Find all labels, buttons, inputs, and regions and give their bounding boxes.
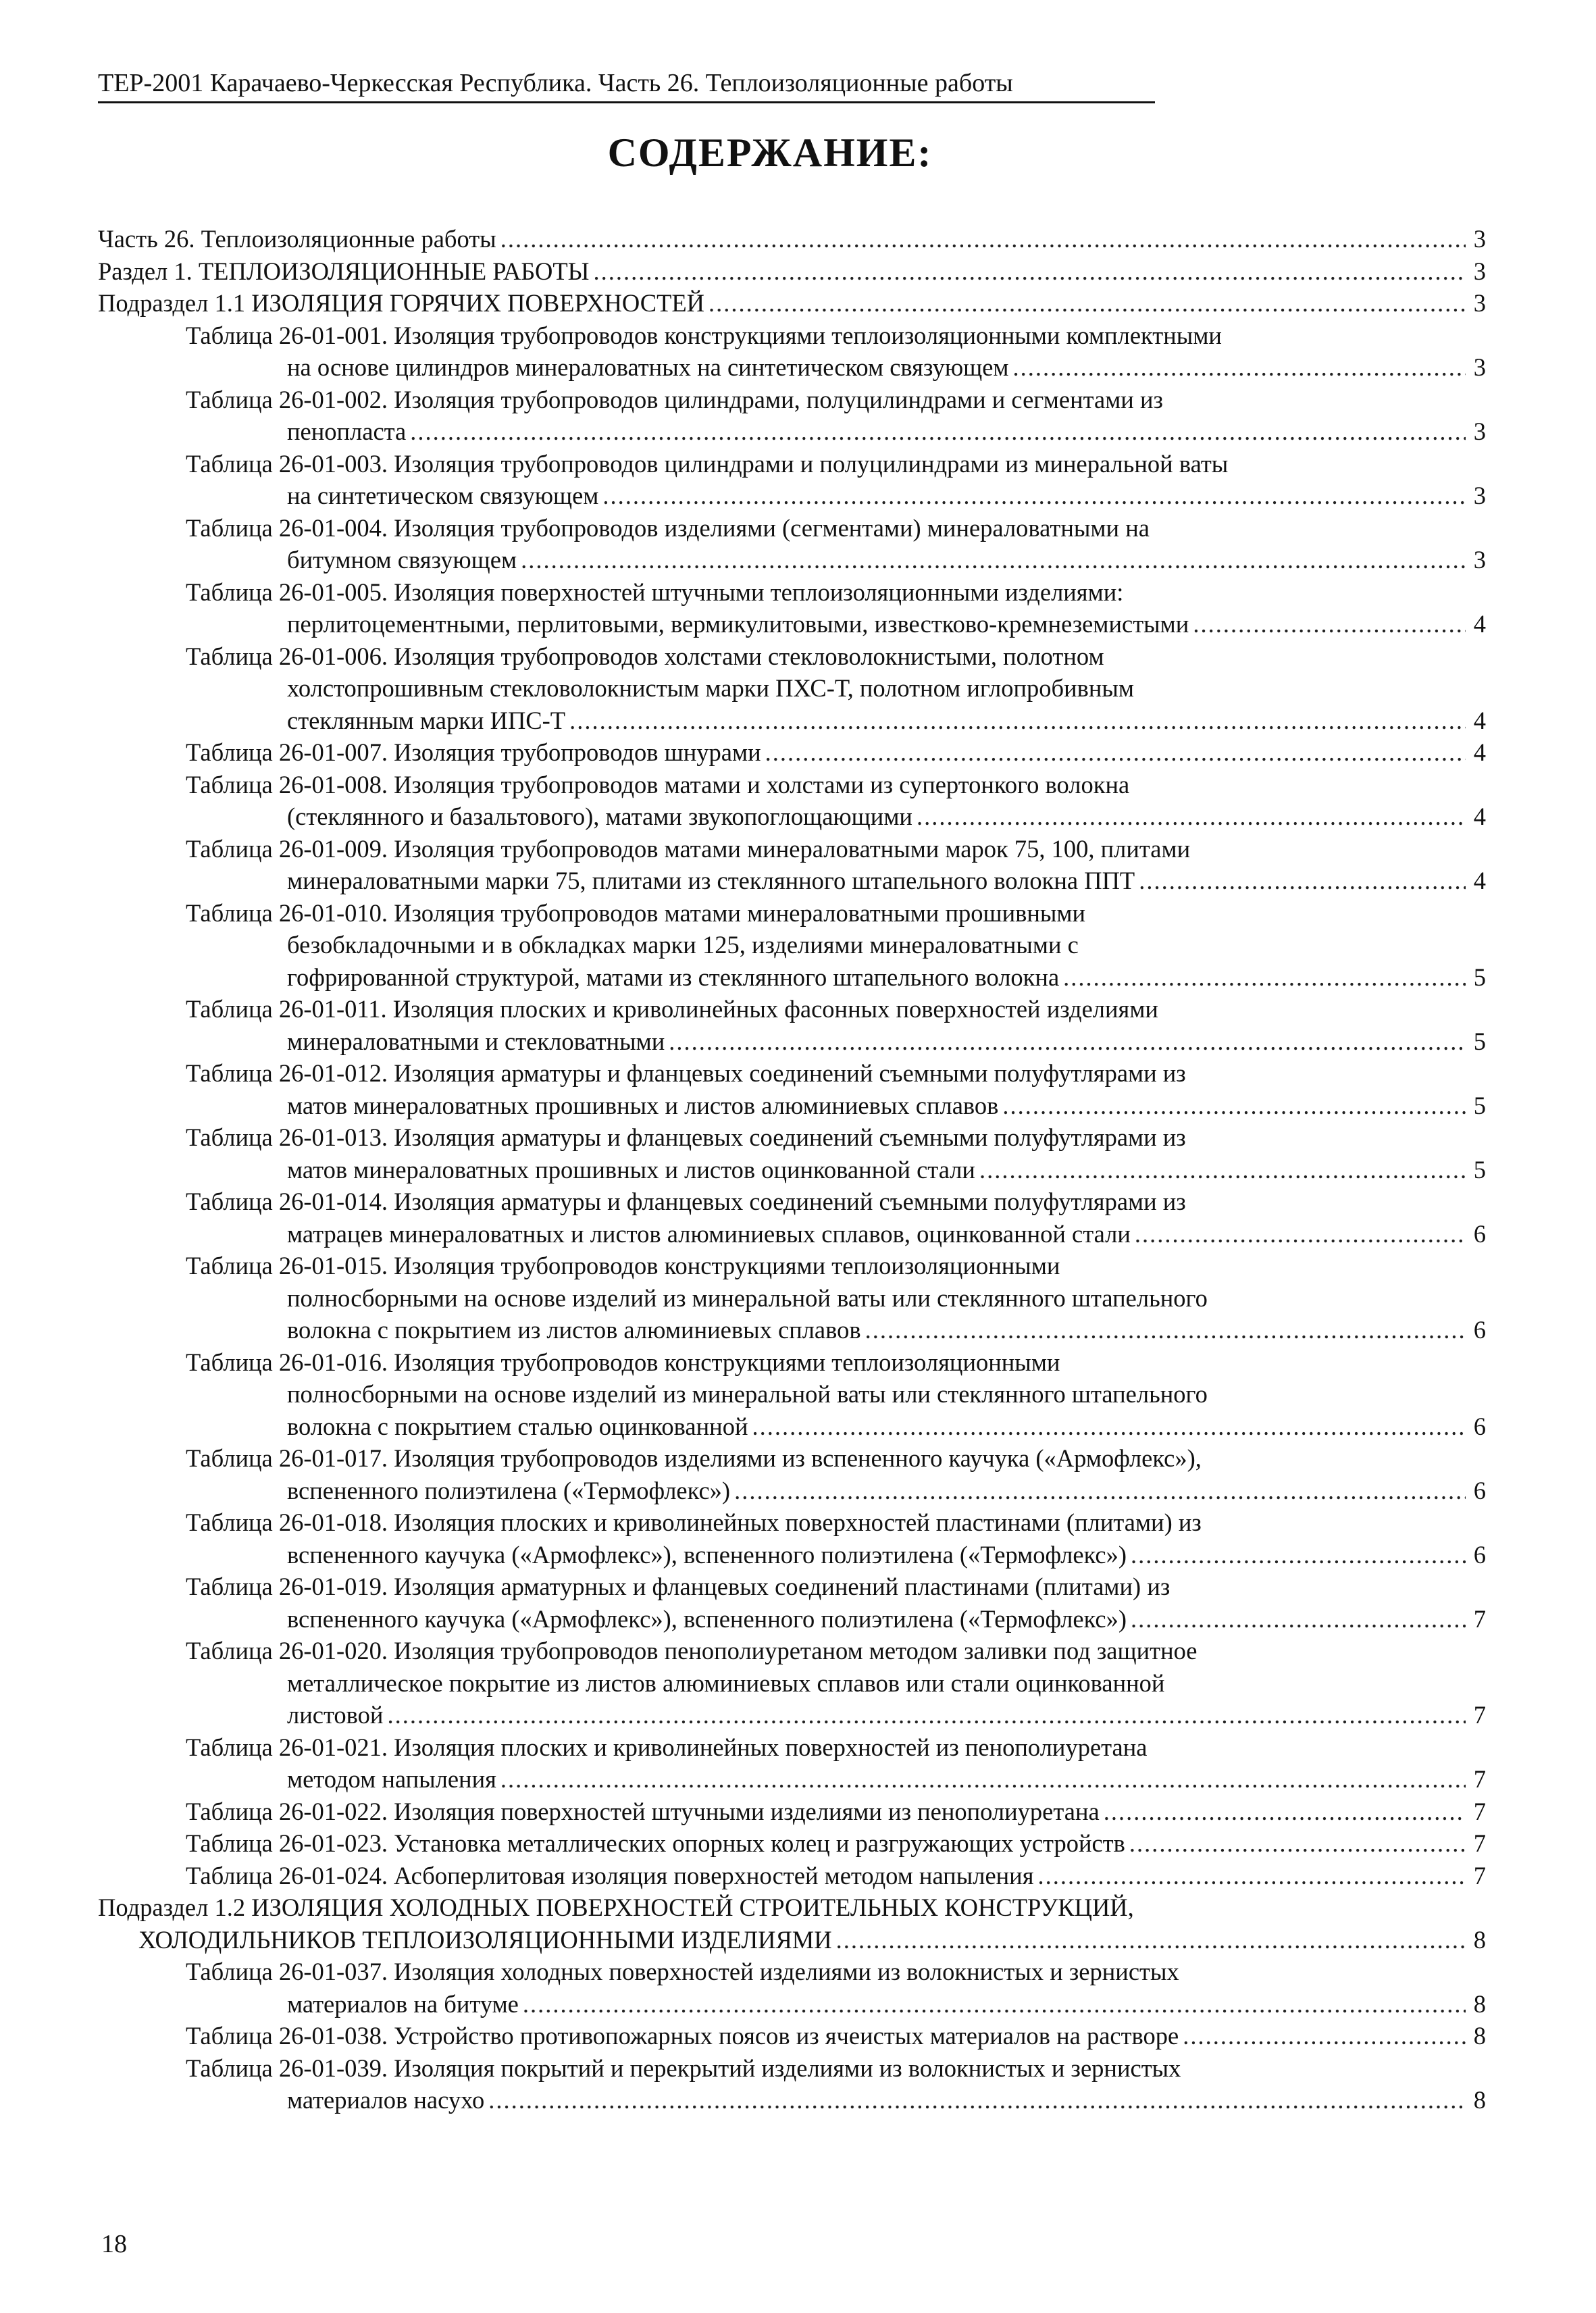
leader-dots — [917, 800, 1466, 833]
toc-entry-text: Таблица 26-01-001. Изоляция трубопроводов конструкциями теплоизоляционными комплектными — [186, 321, 1222, 349]
toc-entry[interactable] — [98, 2052, 1486, 2116]
toc-entry[interactable] — [98, 512, 1486, 576]
toc-entry-text: вспененного каучука («Армофлекс»), вспененного полиэтилена («Термофлекс») — [287, 1540, 1127, 1569]
toc-entry-text: полносборными на основе изделий из минеральной ваты или стеклянного штапельного — [287, 1283, 1208, 1312]
leader-dots — [488, 2084, 1466, 2116]
toc-entry-text: вспененного каучука («Армофлекс»), вспененного полиэтилена («Термофлекс») — [287, 1604, 1127, 1633]
leader-dots — [1013, 351, 1466, 384]
toc-entry-text: Таблица 26-01-003. Изоляция трубопроводов цилиндрами и полуцилиндрами из минеральной ваты — [186, 449, 1229, 478]
leader-dots — [410, 415, 1466, 448]
leader-dots — [709, 287, 1466, 320]
leader-dots — [1193, 608, 1466, 640]
toc-entry-text: металлическое покрытие из листов алюминиевых сплавов или стали оцинкованной — [287, 1669, 1165, 1697]
toc-page-number: 4 — [1473, 706, 1486, 734]
table-of-contents — [98, 223, 1486, 2116]
leader-dots — [752, 1410, 1466, 1443]
toc-entry-text: волокна с покрытием сталью оцинкованной — [287, 1412, 748, 1440]
toc-entry-text: волокна с покрытием из листов алюминиевых сплавов — [287, 1316, 861, 1344]
toc-entry-text: на синтетическом связующем — [287, 482, 599, 509]
toc-page-number: 3 — [1473, 225, 1486, 253]
page-title: СОДЕРЖАНИЕ: — [607, 130, 933, 175]
toc-entry-text: Таблица 26-01-014. Изоляция арматуры и фланцевых соединений съемными полуфутлярами из — [186, 1188, 1186, 1215]
toc-page-number: 4 — [1473, 803, 1486, 830]
leader-dots — [1139, 865, 1466, 897]
toc-entry-text: Таблица 26-01-005. Изоляция поверхностей штучными теплоизоляционными изделиями: — [186, 578, 1124, 606]
toc-entry-text: материалов насухо — [287, 2086, 485, 2114]
toc-entry-text: ХОЛОДИЛЬНИКОВ ТЕПЛОИЗОЛЯЦИОННЫМИ ИЗДЕЛИЯМИ — [138, 1925, 832, 1954]
toc-entry[interactable] — [98, 833, 1486, 897]
toc-entry[interactable] — [98, 448, 1486, 512]
toc-page-number: 4 — [1473, 610, 1486, 638]
page-number: 18 — [101, 2230, 127, 2258]
toc-entry[interactable] — [98, 993, 1486, 1057]
toc-entry-text: Таблица 26-01-038. Устройство противопожарных поясов из ячеистых материалов на растворе — [186, 2022, 1179, 2050]
leader-dots — [1038, 1860, 1466, 1892]
toc-entry-text: минераловатными и стекловатными — [287, 1027, 665, 1055]
toc-page-number: 8 — [1473, 2086, 1486, 2114]
toc-entry-text: Таблица 26-01-020. Изоляция трубопроводов пенополиуретаном методом заливки под защитное — [186, 1637, 1198, 1664]
toc-entry-text: Таблица 26-01-012. Изоляция арматуры и фланцевых соединений съемными полуфутлярами из — [186, 1059, 1186, 1087]
toc-entry-text: Таблица 26-01-010. Изоляция трубопроводов матами минераловатными прошивными — [186, 898, 1086, 927]
toc-entry[interactable] — [98, 2020, 1486, 2052]
toc-page-number: 7 — [1473, 1797, 1486, 1825]
toc-entry[interactable] — [98, 1635, 1486, 1731]
toc-page-number: 8 — [1473, 1925, 1486, 1954]
toc-page-number: 7 — [1473, 1604, 1486, 1633]
toc-entry[interactable] — [98, 287, 1486, 320]
toc-entry[interactable] — [98, 1891, 1486, 1956]
toc-entry-text: Таблица 26-01-007. Изоляция трубопроводов шнурами — [186, 738, 761, 766]
leader-dots — [836, 1924, 1466, 1956]
leader-dots — [1129, 1827, 1466, 1860]
toc-entry[interactable] — [98, 223, 1486, 255]
toc-entry-text: Таблица 26-01-022. Изоляция поверхностей штучными изделиями из пенополиуретана — [186, 1797, 1100, 1825]
toc-entry-text: Таблица 26-01-017. Изоляция трубопроводов изделиями из вспененного каучука («Армофлекс»), — [186, 1444, 1202, 1472]
toc-page-number: 5 — [1473, 963, 1486, 991]
toc-entry-text: Таблица 26-01-021. Изоляция плоских и криволинейных поверхностей из пенополиуретана — [186, 1733, 1148, 1761]
toc-entry[interactable] — [98, 1571, 1486, 1635]
leader-dots — [1131, 1603, 1466, 1635]
toc-entry-text: минераловатными марки 75, плитами из стеклянного штапельного волокна ППТ — [287, 867, 1135, 894]
toc-entry-text: Подраздел 1.2 ИЗОЛЯЦИЯ ХОЛОДНЫХ ПОВЕРХНОСТЕЙ СТРОИТЕЛЬНЫХ КОНСТРУКЦИЙ, — [98, 1893, 1134, 1921]
toc-page-number: 4 — [1473, 867, 1486, 894]
toc-page-number: 4 — [1473, 738, 1486, 766]
leader-dots — [521, 544, 1466, 576]
toc-entry[interactable] — [98, 1057, 1486, 1121]
toc-entry[interactable] — [98, 1731, 1486, 1796]
leader-dots — [602, 480, 1466, 512]
toc-page-number: 5 — [1473, 1091, 1486, 1119]
toc-page-number: 7 — [1473, 1829, 1486, 1857]
leader-dots — [569, 705, 1466, 737]
leader-dots — [865, 1314, 1466, 1346]
toc-entry-text: гофрированной структурой, матами из стеклянного штапельного волокна — [287, 963, 1060, 991]
toc-page-number: 8 — [1473, 2022, 1486, 2050]
toc-entry-text: пенопласта — [287, 417, 407, 445]
toc-entry-text: Часть 26. Теплоизоляционные работы — [98, 225, 496, 253]
leader-dots — [1002, 1090, 1466, 1122]
toc-page-number: 3 — [1473, 257, 1486, 285]
leader-dots — [1104, 1796, 1466, 1828]
leader-dots — [979, 1154, 1466, 1186]
toc-page-number: 7 — [1473, 1701, 1486, 1729]
toc-entry-text: Таблица 26-01-013. Изоляция арматуры и фланцевых соединений съемными полуфутлярами из — [186, 1123, 1186, 1151]
leader-dots — [1135, 1218, 1466, 1250]
toc-entry-text: Таблица 26-01-016. Изоляция трубопроводов конструкциями теплоизоляционными — [186, 1348, 1060, 1376]
toc-entry-text: Таблица 26-01-024. Асбоперлитовая изоляция поверхностей методом напыления — [186, 1861, 1034, 1889]
toc-page-number: 6 — [1473, 1219, 1486, 1248]
toc-entry[interactable] — [98, 736, 1486, 769]
toc-page-number: 6 — [1473, 1412, 1486, 1440]
toc-entry-text: Таблица 26-01-008. Изоляция трубопроводов матами и холстами из супертонкого волокна — [186, 770, 1130, 798]
toc-entry-text: битумном связующем — [287, 546, 517, 574]
toc-entry-text: Таблица 26-01-002. Изоляция трубопроводов цилиндрами, полуцилиндрами и сегментами из — [186, 385, 1163, 413]
toc-entry-text: Таблица 26-01-009. Изоляция трубопроводов матами минераловатными марок 75, 100, плитами — [186, 834, 1191, 863]
toc-entry[interactable] — [98, 1346, 1486, 1443]
toc-entry[interactable] — [98, 384, 1486, 448]
toc-entry-text: матов минераловатных прошивных и листов алюминиевых сплавов — [287, 1091, 999, 1119]
toc-entry-text: холстопрошивным стекловолокнистым марки ПХС-Т, полотном иглопробивным — [287, 674, 1135, 702]
toc-entry[interactable] — [98, 1121, 1486, 1186]
toc-entry[interactable] — [98, 640, 1486, 737]
toc-entry[interactable] — [98, 1506, 1486, 1571]
leader-dots — [734, 1475, 1466, 1507]
toc-entry-text: стеклянным марки ИПС-Т — [287, 706, 566, 734]
toc-page-number: 3 — [1473, 353, 1486, 381]
leader-dots — [387, 1699, 1466, 1731]
toc-entry[interactable] — [98, 1442, 1486, 1506]
toc-entry-text: матрацев минераловатных и листов алюминиевых сплавов, оцинкованной стали — [287, 1219, 1131, 1248]
toc-entry-text: полносборными на основе изделий из минеральной ваты или стеклянного штапельного — [287, 1380, 1208, 1408]
toc-entry-text: на основе цилиндров минераловатных на синтетическом связующем — [287, 353, 1009, 381]
toc-entry-text: Подраздел 1.1 ИЗОЛЯЦИЯ ГОРЯЧИХ ПОВЕРХНОСТЕЙ — [98, 289, 705, 317]
leader-dots — [765, 736, 1466, 769]
toc-entry-text: листовой — [287, 1701, 384, 1729]
toc-page-number: 7 — [1473, 1765, 1486, 1793]
toc-entry-text: перлитоцементными, перлитовыми, вермикулитовыми, известково-кремнеземистыми — [287, 610, 1189, 638]
toc-entry-text: Таблица 26-01-023. Установка металлических опорных колец и разгружающих устройств — [186, 1829, 1125, 1857]
toc-entry-text: Раздел 1. ТЕПЛОИЗОЛЯЦИОННЫЕ РАБОТЫ — [98, 257, 590, 285]
toc-page-number: 6 — [1473, 1476, 1486, 1504]
toc-entry-text: материалов на битуме — [287, 1989, 519, 2018]
toc-entry[interactable] — [98, 1250, 1486, 1346]
toc-entry-text: безобкладочными и в обкладках марки 125, изделиями минераловатными с — [287, 931, 1079, 959]
toc-entry-text: Таблица 26-01-004. Изоляция трубопроводов изделиями (сегментами) минераловатными на — [186, 513, 1150, 542]
toc-entry-text: матов минераловатных прошивных и листов оцинкованной стали — [287, 1155, 975, 1184]
leader-dots — [1131, 1539, 1466, 1571]
toc-entry[interactable] — [98, 255, 1486, 288]
toc-page-number: 7 — [1473, 1861, 1486, 1889]
leader-dots — [500, 223, 1466, 255]
toc-entry[interactable] — [98, 769, 1486, 833]
toc-entry[interactable] — [98, 1860, 1486, 1892]
toc-page-number: 3 — [1473, 482, 1486, 509]
leader-dots — [669, 1025, 1466, 1058]
leader-dots — [1063, 961, 1466, 994]
toc-entry-text: Таблица 26-01-011. Изоляция плоских и криволинейных фасонных поверхностей изделиями — [186, 995, 1158, 1023]
toc-entry[interactable] — [98, 1796, 1486, 1828]
toc-entry[interactable] — [98, 320, 1486, 384]
toc-entry[interactable] — [98, 576, 1486, 640]
running-header: ТЕР-2001 Карачаево-Черкесская Республика. Часть 26. Теплоизоляционные работы — [98, 68, 1155, 103]
toc-entry-text: Таблица 26-01-019. Изоляция арматурных и фланцевых соединений пластинами (плитами) из — [186, 1573, 1170, 1600]
toc-entry-text: Таблица 26-01-018. Изоляция плоских и криволинейных поверхностей пластинами (плитами) из — [186, 1508, 1202, 1536]
leader-dots — [500, 1763, 1466, 1796]
toc-page-number: 3 — [1473, 546, 1486, 574]
toc-entry-text: Таблица 26-01-015. Изоляция трубопроводов конструкциями теплоизоляционными — [186, 1252, 1060, 1279]
toc-page-number: 3 — [1473, 289, 1486, 317]
toc-entry[interactable] — [98, 1956, 1486, 2020]
toc-entry-text: (стеклянного и базальтового), матами звукопоглощающими — [287, 803, 912, 830]
toc-entry[interactable] — [98, 897, 1486, 994]
toc-page-number: 3 — [1473, 417, 1486, 445]
toc-entry[interactable] — [98, 1186, 1486, 1250]
leader-dots — [523, 1988, 1466, 2020]
toc-entry-text: Таблица 26-01-039. Изоляция покрытий и перекрытий изделиями из волокнистых и зернистых — [186, 2054, 1181, 2082]
toc-entry-text: Таблица 26-01-037. Изоляция холодных поверхностей изделиями из волокнистых и зернистых — [186, 1958, 1179, 1985]
toc-page-number: 6 — [1473, 1316, 1486, 1344]
leader-dots — [593, 255, 1466, 288]
toc-page-number: 6 — [1473, 1540, 1486, 1569]
toc-entry[interactable] — [98, 1827, 1486, 1860]
toc-entry-text: методом напыления — [287, 1765, 496, 1793]
leader-dots — [1183, 2020, 1466, 2052]
toc-page-number: 5 — [1473, 1027, 1486, 1055]
toc-page-number: 5 — [1473, 1155, 1486, 1184]
toc-entry-text: Таблица 26-01-006. Изоляция трубопроводов холстами стекловолокнистыми, полотном — [186, 642, 1104, 670]
toc-entry-text: вспененного полиэтилена («Термофлекс») — [287, 1476, 731, 1504]
toc-page-number: 8 — [1473, 1989, 1486, 2018]
